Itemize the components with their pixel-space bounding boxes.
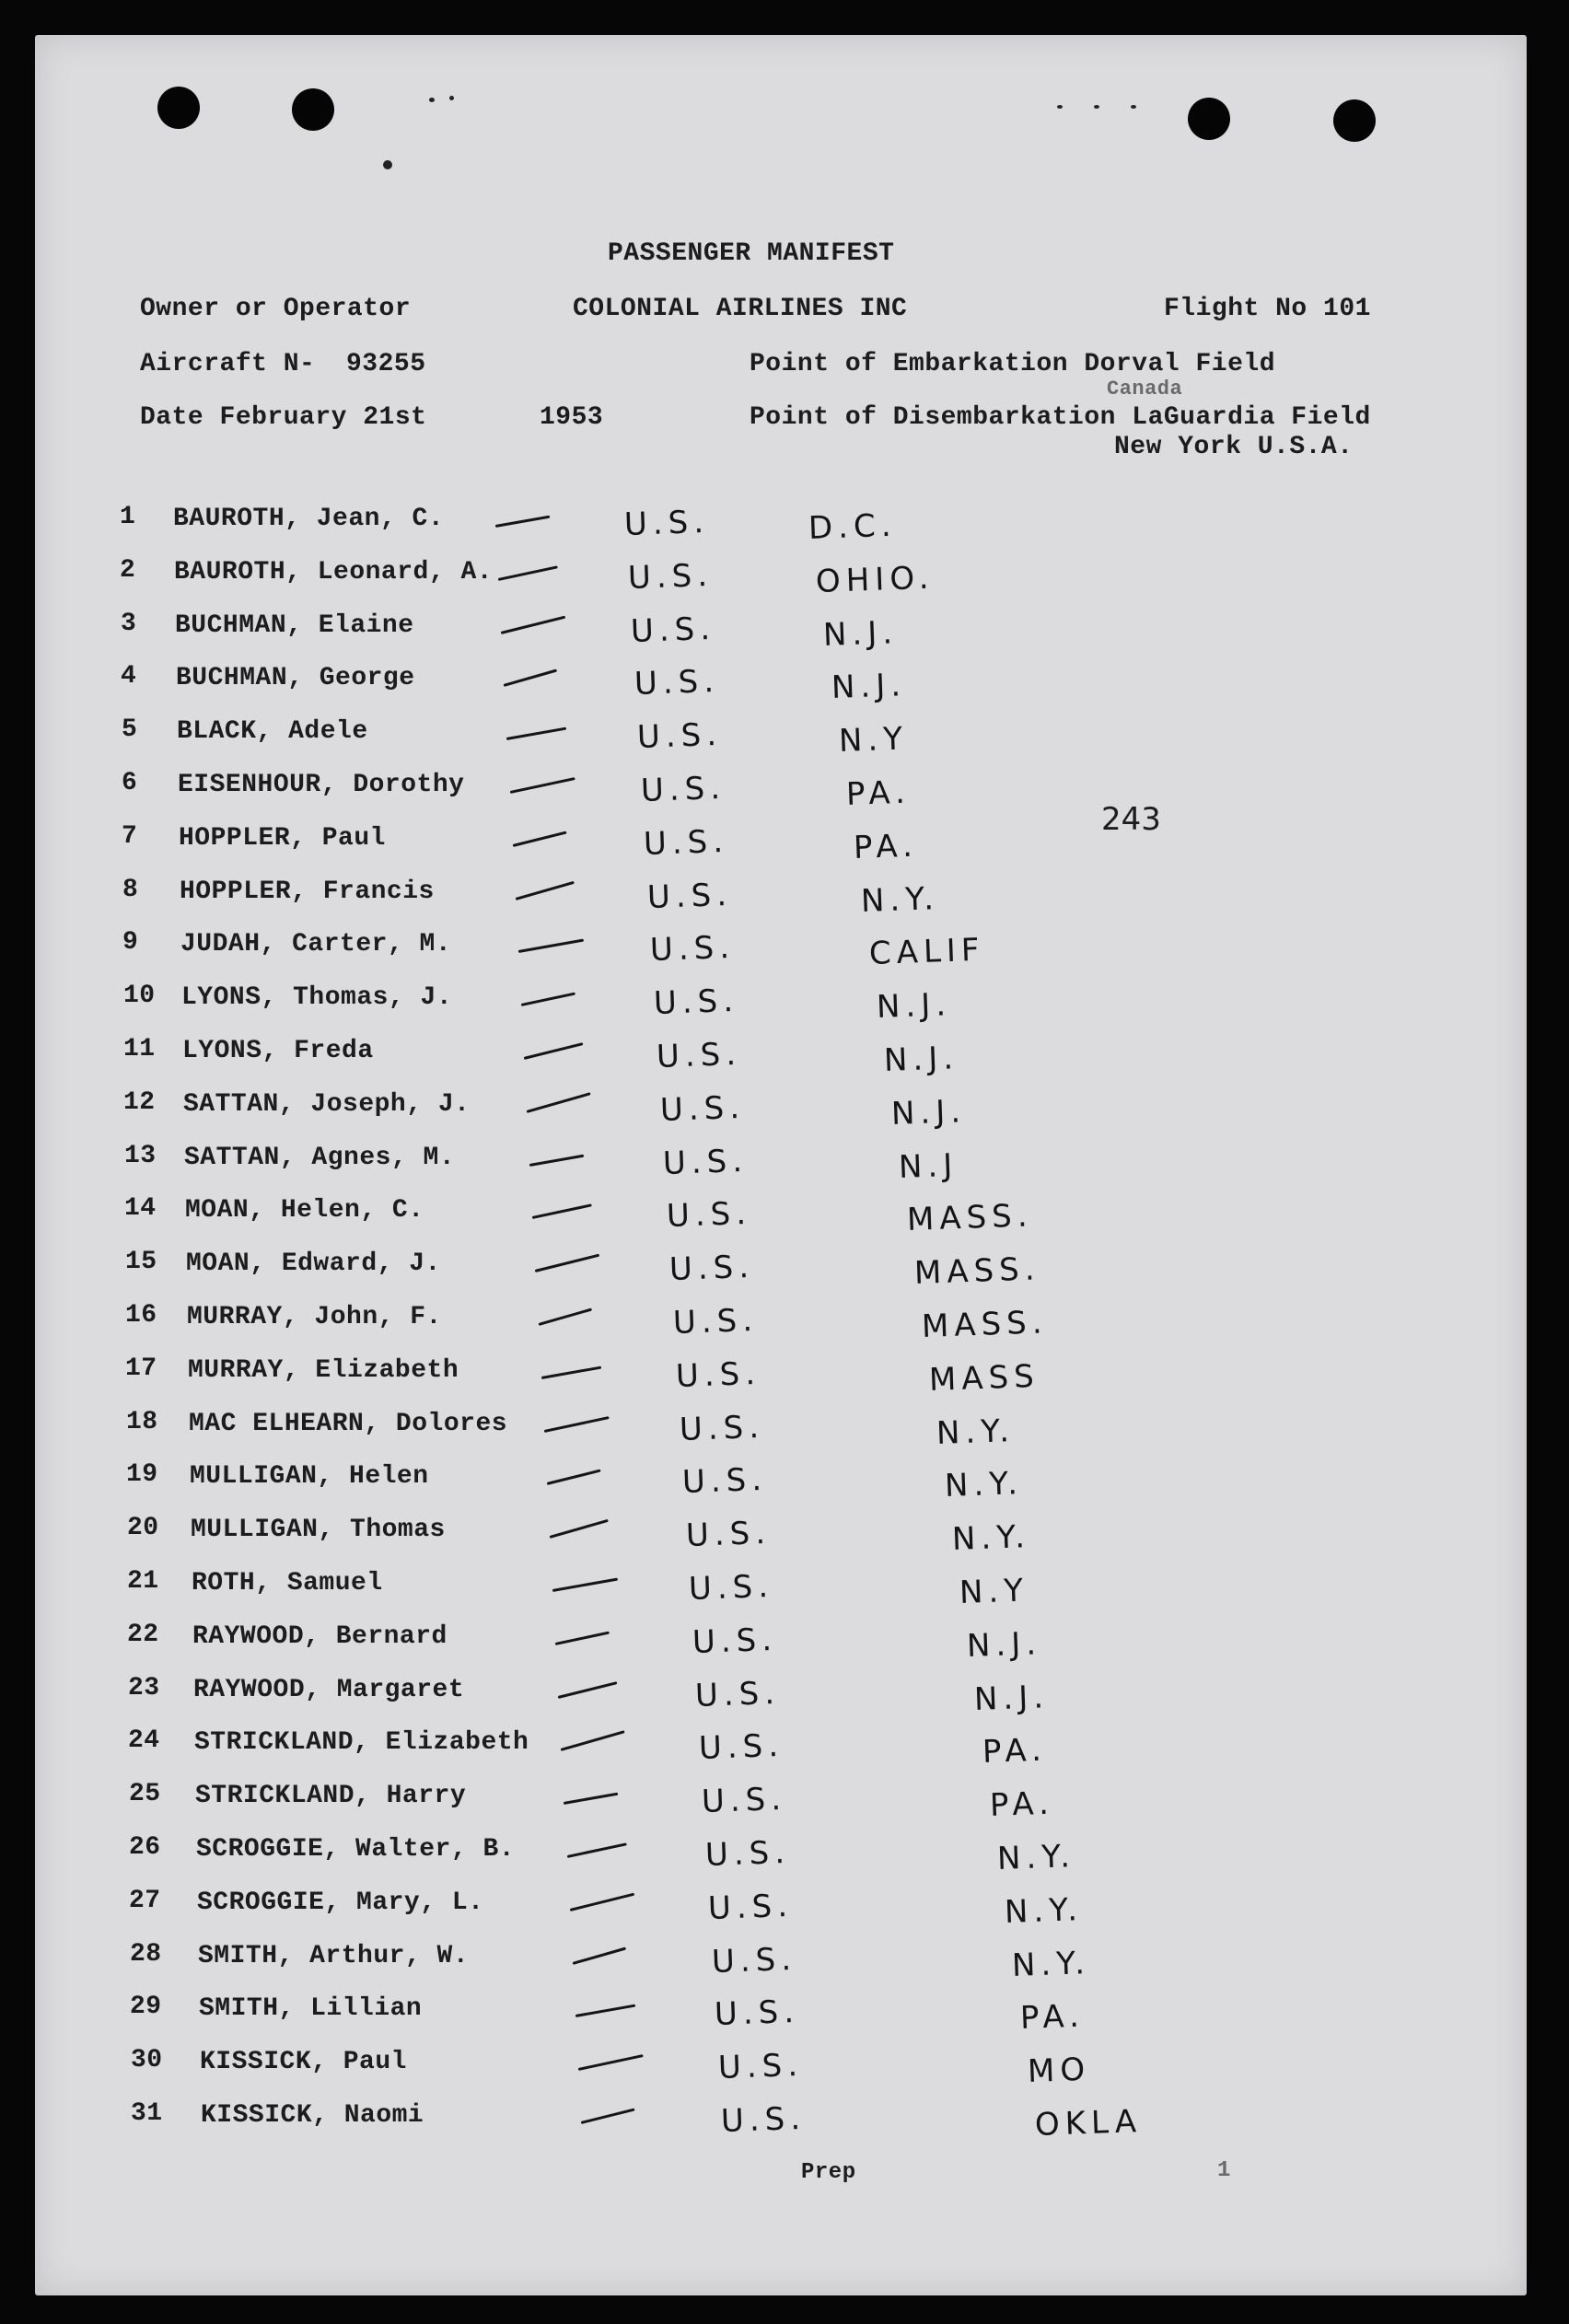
passenger-name: BUCHMAN, George [176, 664, 415, 692]
passenger-number: 24 [128, 1726, 160, 1755]
passenger-nationality: U.S. [679, 1408, 765, 1448]
check-mark [564, 1793, 619, 1805]
check-mark [518, 939, 584, 953]
passenger-state: PA. [982, 1731, 1048, 1771]
passenger-nationality: U.S. [630, 610, 716, 650]
check-mark [552, 1578, 618, 1592]
passenger-nationality: U.S. [698, 1726, 784, 1767]
passenger-number: 27 [129, 1887, 161, 1915]
passenger-number: 20 [127, 1514, 159, 1542]
passenger-nationality: U.S. [656, 1035, 742, 1075]
passenger-number: 3 [121, 610, 137, 638]
owner-value: COLONIAL AIRLINES INC [573, 295, 908, 323]
passenger-number: 4 [121, 662, 137, 691]
passenger-name: SMITH, Arthur, W. [198, 1942, 470, 1970]
passenger-name: SCROGGIE, Mary, L. [197, 1888, 484, 1917]
passenger-nationality: U.S. [636, 715, 723, 756]
passenger-name: HOPPLER, Francis [180, 877, 435, 906]
passenger-number: 13 [124, 1142, 157, 1170]
check-mark [516, 881, 575, 901]
passenger-number: 30 [131, 2046, 163, 2074]
passenger-nationality: U.S. [688, 1567, 774, 1608]
passenger-nationality: U.S. [649, 928, 736, 969]
check-mark [529, 1155, 585, 1167]
passenger-number: 6 [122, 769, 138, 797]
passenger-state: N.J. [822, 614, 899, 654]
passenger-number: 15 [125, 1248, 157, 1276]
passenger-name: KISSICK, Naomi [201, 2101, 424, 2130]
passenger-number: 14 [124, 1194, 157, 1223]
passenger-number: 5 [122, 715, 138, 744]
passenger-name: SCROGGIE, Walter, B. [196, 1835, 516, 1864]
passenger-state: N.Y [838, 720, 909, 760]
punch-hole-left-1 [157, 87, 200, 129]
check-mark [532, 1203, 592, 1219]
passenger-name: BUCHMAN, Elaine [175, 611, 414, 640]
embarkation-point: Point of Embarkation Dorval Field [750, 350, 1275, 378]
passenger-name: MULLIGAN, Helen [190, 1462, 429, 1491]
check-mark [578, 2054, 644, 2071]
passenger-name: SATTAN, Agnes, M. [184, 1144, 456, 1172]
passenger-number: 10 [123, 982, 156, 1010]
passenger-state: N.J. [890, 1093, 967, 1133]
check-mark [495, 516, 551, 528]
disembarkation-point: Point of Disembarkation LaGuardia Field [750, 403, 1371, 432]
passenger-number: 26 [129, 1833, 161, 1862]
passenger-number: 22 [127, 1621, 159, 1649]
footer-prepared: Prep [801, 2160, 856, 2185]
flight-number: Flight No 101 [1164, 295, 1371, 323]
check-mark [539, 1308, 593, 1326]
passenger-name: MAC ELHEARN, Dolores [189, 1410, 508, 1438]
passenger-state: N.J. [831, 667, 907, 706]
passenger-state: N.J. [973, 1679, 1050, 1718]
check-mark [504, 669, 558, 687]
passenger-number: 16 [125, 1301, 157, 1330]
passenger-state: N.J. [966, 1625, 1042, 1665]
passenger-nationality: U.S. [633, 662, 720, 703]
passenger-state: N.Y. [1011, 1945, 1091, 1984]
passenger-number: 7 [122, 822, 138, 851]
punch-hole-right-2 [1333, 99, 1376, 142]
passenger-state: MASS. [913, 1250, 1041, 1292]
passenger-nationality: U.S. [701, 1780, 787, 1820]
check-mark [555, 1632, 610, 1645]
passenger-nationality: U.S. [692, 1621, 778, 1661]
passenger-state: MASS [928, 1357, 1040, 1399]
passenger-state: MASS. [921, 1304, 1049, 1345]
check-mark [550, 1519, 609, 1539]
passenger-nationality: U.S. [653, 982, 739, 1022]
passenger-state: N.J. [883, 1040, 959, 1079]
check-mark [524, 1042, 584, 1060]
passenger-name: BAUROTH, Leonard, A. [174, 558, 494, 587]
passenger-state: N.Y. [944, 1465, 1024, 1505]
check-mark [498, 565, 558, 581]
passenger-name: EISENHOUR, Dorothy [178, 771, 465, 799]
passenger-number: 23 [128, 1674, 160, 1702]
passenger-state: N.Y. [996, 1838, 1076, 1877]
passenger-state: MO [1027, 2051, 1091, 2090]
passenger-number: 31 [131, 2099, 163, 2128]
passenger-state: N.Y. [936, 1412, 1016, 1452]
check-mark [501, 616, 566, 634]
passenger-name: ROTH, Samuel [192, 1569, 383, 1598]
passenger-name: HOPPLER, Paul [179, 824, 386, 853]
punch-hole-right-1 [1188, 98, 1230, 140]
passenger-nationality: U.S. [714, 1993, 800, 2033]
passenger-name: STRICKLAND, Elizabeth [194, 1728, 529, 1757]
passenger-state: N.J [898, 1146, 959, 1186]
punch-hole-left-2 [292, 88, 334, 131]
passenger-number: 29 [130, 1993, 162, 2021]
passenger-nationality: U.S. [646, 876, 733, 916]
passenger-number: 8 [122, 876, 139, 904]
passenger-number: 17 [125, 1354, 157, 1383]
passenger-state: N.Y. [951, 1518, 1031, 1558]
check-mark [506, 727, 567, 740]
passenger-number: 12 [123, 1088, 156, 1117]
manifest-page [35, 35, 1527, 2295]
passenger-number: 1 [120, 503, 136, 531]
disembarkation-sub: New York U.S.A. [1114, 433, 1354, 461]
check-mark [541, 1366, 602, 1379]
date-year: 1953 [540, 403, 604, 432]
passenger-state: N.Y. [860, 880, 940, 920]
check-mark [510, 777, 575, 794]
passenger-state: N.Y. [1004, 1891, 1084, 1931]
passenger-name: MOAN, Helen, C. [185, 1196, 424, 1225]
passenger-nationality: U.S. [711, 1940, 797, 1981]
passenger-nationality: U.S. [672, 1301, 759, 1342]
aircraft-label: Aircraft N- [140, 350, 316, 378]
manifest-title: PASSENGER MANIFEST [608, 239, 895, 268]
passenger-state: D.C. [808, 506, 898, 547]
passenger-state: N.J. [876, 986, 952, 1026]
passenger-nationality: U.S. [662, 1142, 749, 1182]
passenger-number: 25 [129, 1780, 161, 1808]
stamp-number: 243 [1101, 801, 1161, 838]
check-mark [570, 1893, 635, 1911]
check-mark [581, 2109, 635, 2124]
passenger-name: RAYWOOD, Bernard [192, 1622, 447, 1651]
check-mark [513, 831, 567, 847]
passenger-name: LYONS, Thomas, J. [181, 983, 453, 1012]
aircraft-value: 93255 [346, 350, 426, 378]
passenger-nationality: U.S. [659, 1088, 746, 1129]
passenger-number: 2 [120, 556, 136, 585]
owner-label: Owner or Operator [140, 295, 412, 323]
check-mark [561, 1730, 625, 1751]
passenger-number: 21 [127, 1567, 159, 1596]
passenger-nationality: U.S. [717, 2046, 804, 2086]
passenger-number: 18 [126, 1408, 158, 1436]
passenger-state: MASS. [906, 1197, 1034, 1238]
passenger-nationality: U.S. [707, 1887, 794, 1927]
embarkation-sub: Canada [1107, 378, 1183, 401]
date-label: Date February 21st [140, 403, 427, 432]
passenger-nationality: U.S. [627, 556, 714, 597]
check-mark [567, 1842, 627, 1858]
passenger-name: BAUROTH, Jean, C. [173, 505, 445, 533]
passenger-nationality: U.S. [666, 1194, 752, 1235]
passenger-nationality: U.S. [704, 1833, 791, 1874]
passenger-nationality: U.S. [681, 1460, 768, 1501]
passenger-state: OHIO. [815, 559, 936, 600]
passenger-name: JUDAH, Carter, M. [180, 930, 452, 959]
passenger-number: 19 [126, 1460, 158, 1489]
check-mark [527, 1092, 591, 1113]
check-mark [575, 2004, 636, 2017]
passenger-name: MURRAY, John, F. [187, 1303, 442, 1331]
passenger-number: 9 [122, 928, 139, 957]
passenger-name: KISSICK, Paul [200, 2048, 407, 2076]
passenger-nationality: U.S. [694, 1674, 781, 1714]
passenger-state: PA. [989, 1784, 1055, 1824]
passenger-name: LYONS, Freda [182, 1037, 374, 1065]
check-mark [521, 993, 575, 1006]
passenger-name: SATTAN, Joseph, J. [183, 1090, 471, 1119]
check-mark [535, 1254, 600, 1272]
footer-page: 1 [1217, 2158, 1231, 2183]
passenger-nationality: U.S. [640, 769, 726, 809]
passenger-nationality: U.S. [720, 2099, 807, 2140]
check-mark [544, 1416, 610, 1433]
passenger-name: MULLIGAN, Thomas [191, 1516, 446, 1544]
passenger-nationality: U.S. [675, 1354, 761, 1395]
passenger-state: PA. [1019, 1997, 1086, 2037]
passenger-state: N.Y [959, 1572, 1029, 1611]
passenger-nationality: U.S. [623, 503, 710, 543]
passenger-name: SMITH, Lillian [199, 1994, 423, 2023]
passenger-name: MURRAY, Elizabeth [188, 1356, 459, 1385]
passenger-state: PA. [853, 827, 919, 866]
passenger-name: BLACK, Adele [177, 717, 368, 746]
passenger-name: STRICKLAND, Harry [195, 1782, 467, 1810]
passenger-state: CALIF [868, 931, 986, 972]
passenger-state: PA. [845, 773, 912, 813]
passenger-number: 28 [130, 1940, 162, 1969]
passenger-nationality: U.S. [685, 1514, 772, 1554]
passenger-name: MOAN, Edward, J. [186, 1249, 441, 1278]
passenger-state: OKLA [1034, 2102, 1143, 2144]
passenger-nationality: U.S. [668, 1248, 755, 1288]
check-mark [558, 1681, 618, 1699]
passenger-nationality: U.S. [643, 822, 729, 863]
passenger-number: 11 [123, 1035, 156, 1063]
check-mark [547, 1470, 601, 1485]
passenger-name: RAYWOOD, Margaret [193, 1676, 465, 1704]
check-mark [573, 1947, 627, 1965]
